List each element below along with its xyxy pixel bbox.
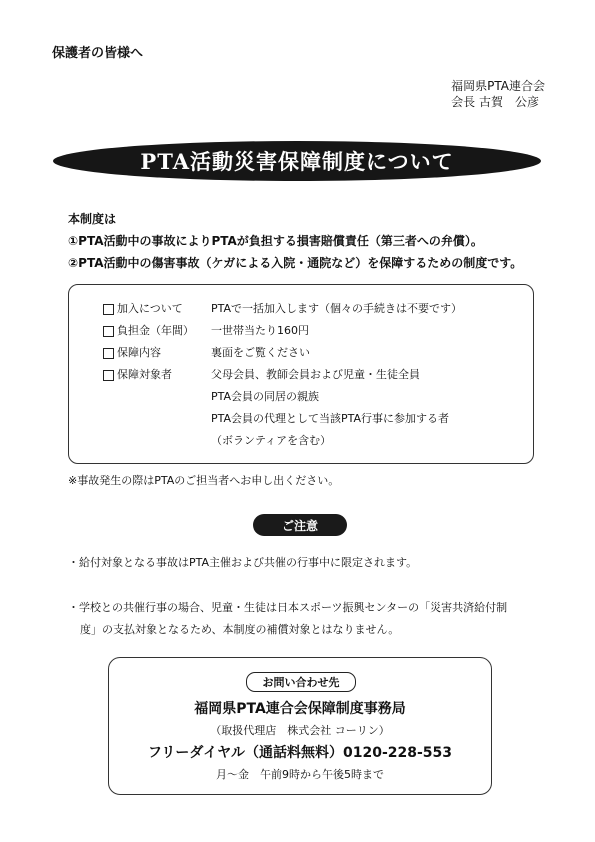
info-extra: （ボランティアを含む） xyxy=(211,434,332,447)
info-extra: PTA会員の同居の親族 xyxy=(211,390,320,403)
sender-block xyxy=(451,78,545,110)
contact-office: 福岡県PTA連合会保障制度事務局 xyxy=(194,701,406,717)
contact-box xyxy=(108,657,492,795)
info-row xyxy=(103,301,462,317)
checkbox xyxy=(103,370,114,381)
info-label: 加入について xyxy=(117,302,183,315)
sender-president: 会長 古賀 公彦 xyxy=(451,95,539,109)
intro-section xyxy=(68,208,522,274)
contact-title: お問い合わせ先 xyxy=(246,672,356,692)
sender-organization: 福岡県PTA連合会 xyxy=(451,79,545,93)
contact-agent: （取扱代理店 株式会社 コーリン） xyxy=(210,724,390,737)
info-row xyxy=(103,367,420,383)
info-value: 裏面をご覧ください xyxy=(211,346,310,359)
info-value: 一世帯当たり160円 xyxy=(211,324,309,337)
notice-bullet: 度」の支払対象となるため、本制度の補償対象とはなりません。 xyxy=(80,623,400,636)
checkbox xyxy=(103,304,114,315)
info-label: 保障内容 xyxy=(117,346,161,359)
banner-title: PTA活動災害保障制度について xyxy=(140,149,454,174)
info-row xyxy=(103,323,309,339)
checkbox xyxy=(103,348,114,359)
checkbox xyxy=(103,326,114,337)
intro-heading: 本制度は xyxy=(68,212,117,226)
greeting: 保護者の皆様へ xyxy=(52,46,144,61)
info-value: 父母会員、教師会員および児童・生徒全員 xyxy=(211,368,420,381)
title-banner xyxy=(52,140,542,182)
intro-item: ①PTA活動中の事故によりPTAが負担する損害賠償責任（第三者への弁償）。 xyxy=(68,234,483,248)
intro-item: ②PTA活動中の傷害事故（ケガによる入院・通院など）を保障するための制度です。 xyxy=(68,256,523,270)
info-value: PTAで一括加入します（個々の手続きは不要です） xyxy=(211,302,463,315)
notice-bullet: ・給付対象となる事故はPTA主催および共催の行事中に限定されます。 xyxy=(68,556,418,569)
notice-title: ご注意 xyxy=(253,514,347,536)
info-label: 負担金（年間） xyxy=(117,324,194,337)
info-extra: PTA会員の代理として当該PTA行事に参加する者 xyxy=(211,412,450,425)
info-box xyxy=(68,284,534,464)
info-label: 保障対象者 xyxy=(117,368,172,381)
footnote: ※事故発生の際はPTAのご担当者へお申し出ください。 xyxy=(68,474,340,487)
notice-bullet: ・学校との共催行事の場合、児童・生徒は日本スポーツ振興センターの「災害共済給付制 xyxy=(68,601,508,614)
contact-hours: 月～金 午前9時から午後5時まで xyxy=(216,768,384,781)
contact-phone: フリーダイヤル（通話料無料）0120-228-553 xyxy=(147,745,453,761)
info-row xyxy=(103,345,310,361)
